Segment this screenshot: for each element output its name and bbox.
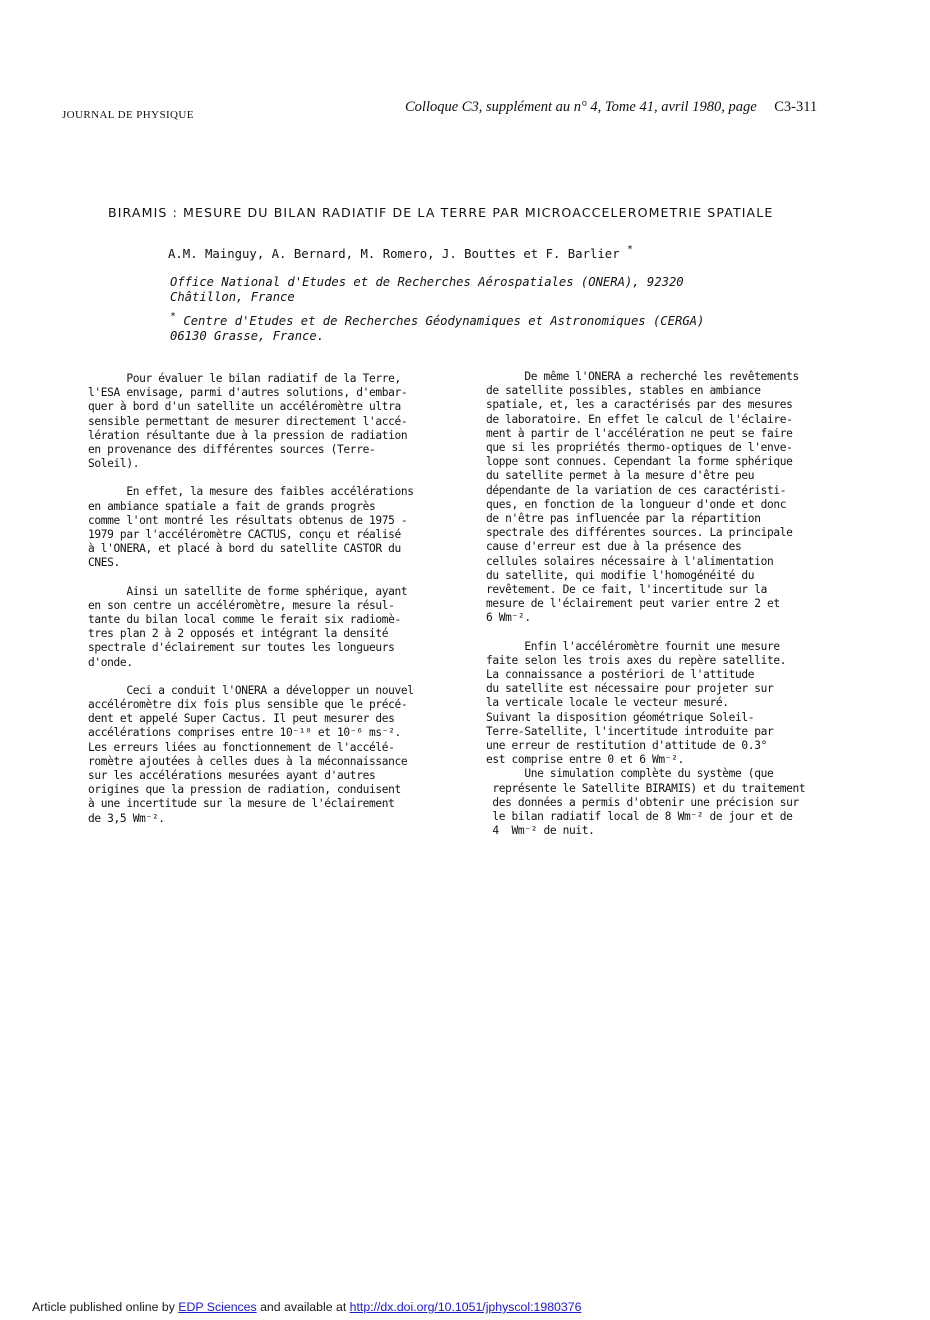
colloque-text: Colloque C3, supplément au n° 4, Tome 41, avril 1980, page [405,99,757,115]
footer-middle: and available at [256,1300,350,1314]
paper-title: BIRAMIS : MESURE DU BILAN RADIATIF DE LA TERRE PAR MICROACCELEROMETRIE SPATIALE [108,205,774,220]
body-paragraph: De même l'ONERA a recherché les revêtements de satellite possibles, stables en ambiance spatiale, et, les a caractérisés par des mesures de laboratoire. En effet le calcul de l'éclaire- ment à partir de l'accélération ne peut se faire que si les propriétés thermo-optiques de l'enve- loppe sont connues. Cependant la forme sphérique du satellite permet à la mesure d'être peu dépendante de la variation de ces caractéristi- ques, en fonction de la longueur d'onde et donc de n'être pas influencée par la répartition spectrale des différentes sources. La principale cause d'erreur est due à la présence des cellules solaires nécessaire à l'alimentation du satellite, qui modifie l'homogénéité du revêtement. De ce fait, l'incertitude sur la mesure de l'éclairement peut varier entre 2 et 6 Wm⁻². [486,370,799,625]
colloque-reference [405,99,865,116]
publisher-link[interactable]: EDP Sciences [178,1300,257,1314]
affiliation-onera-line2: Châtillon, France [170,290,295,304]
body-paragraph: Pour évaluer le bilan radiatif de la Terre, l'ESA envisage, parmi d'autres solutions, d'embar- quer à bord d'un satellite un accéléromètre ultra sensible permettant de mesurer directement l'accé- lération résultante due à la pression de radiation en provenance des différentes sources (Terre- Soleil). [88,372,408,471]
body-paragraph: Ainsi un satellite de forme sphérique, ayant en son centre un accéléromètre, mesure la résul- tante du bilan local comme le ferait six radiomè- tres plan 2 à 2 opposés et intégrant la densité spectrale d'éclairement sur toutes les longueurs d'onde. [88,584,408,669]
footer-prefix: Article published online by [32,1300,179,1314]
right-column [486,370,846,853]
affiliation-onera [170,275,684,305]
affiliation-star: * [627,244,634,255]
affiliation-cerga [170,309,704,344]
affiliation-onera-line1: Office National d'Etudes et de Recherches Aérospatiales (ONERA), 92320 [170,275,684,289]
affiliation-cerga-line1 [170,309,704,329]
affiliation-cerga-text: Centre d'Etudes et de Recherches Géodynamiques et Astronomiques (CERGA) [176,314,705,328]
affiliation-cerga-star: * [170,311,177,322]
doi-link[interactable]: http://dx.doi.org/10.1051/jphyscol:1980376 [349,1300,582,1314]
author-line [168,244,633,261]
body-paragraph: Enfin l'accéléromètre fournit une mesure faite selon les trois axes du repère satellite. La connaissance a postériori de l'attitude du satellite est nécessaire pour projeter sur la verticale locale le vecteur mesuré. Suivant la disposition géométrique Soleil- Terre-Satellite, l'incertitude introduite par une erreur de restitution d'attitude de 0.3° est comprise entre 0 et 6 Wm⁻². Une simulation complète du système (que représente le Satellite BIRAMIS) et du traitement des données a permis d'obtenir une précision sur le bilan radiatif local de 8 Wm⁻² de jour et de 4 Wm⁻² de nuit. [486,639,806,838]
publication-footer [32,1300,581,1314]
page-number: C3-311 [774,99,818,115]
left-column [88,372,460,840]
body-paragraph: Ceci a conduit l'ONERA a développer un nouvel accéléromètre dix fois plus sensible que le précé- dent et appelé Super Cactus. Il peut mesurer des accélérations comprises entre 10⁻¹⁰ et 10⁻⁶ ms⁻². Les erreurs liées au fonctionnement de l'accélé- romètre ajoutées à celles dues à la méconnaissance sur les accélérations mesurées ayant d'autres origines que la pression de radiation, conduisent à une incertitude sur la mesure de l'éclairement de 3,5 Wm⁻². [88,683,414,825]
authors: A.M. Mainguy, A. Bernard, M. Romero, J. Bouttes et F. Barlier [168,247,620,261]
affiliation-cerga-line2: 06130 Grasse, France. [170,329,325,343]
journal-name: JOURNAL DE PHYSIQUE [62,109,194,121]
body-paragraph: En effet, la mesure des faibles accélérations en ambiance spatiale a fait de grands progrès comme l'ont montré les résultats obtenus de 1975 - 1979 par l'accéléromètre CACTUS, conçu et réalisé à l'ONERA, et placé à bord du satellite CASTOR du CNES. [88,485,414,570]
